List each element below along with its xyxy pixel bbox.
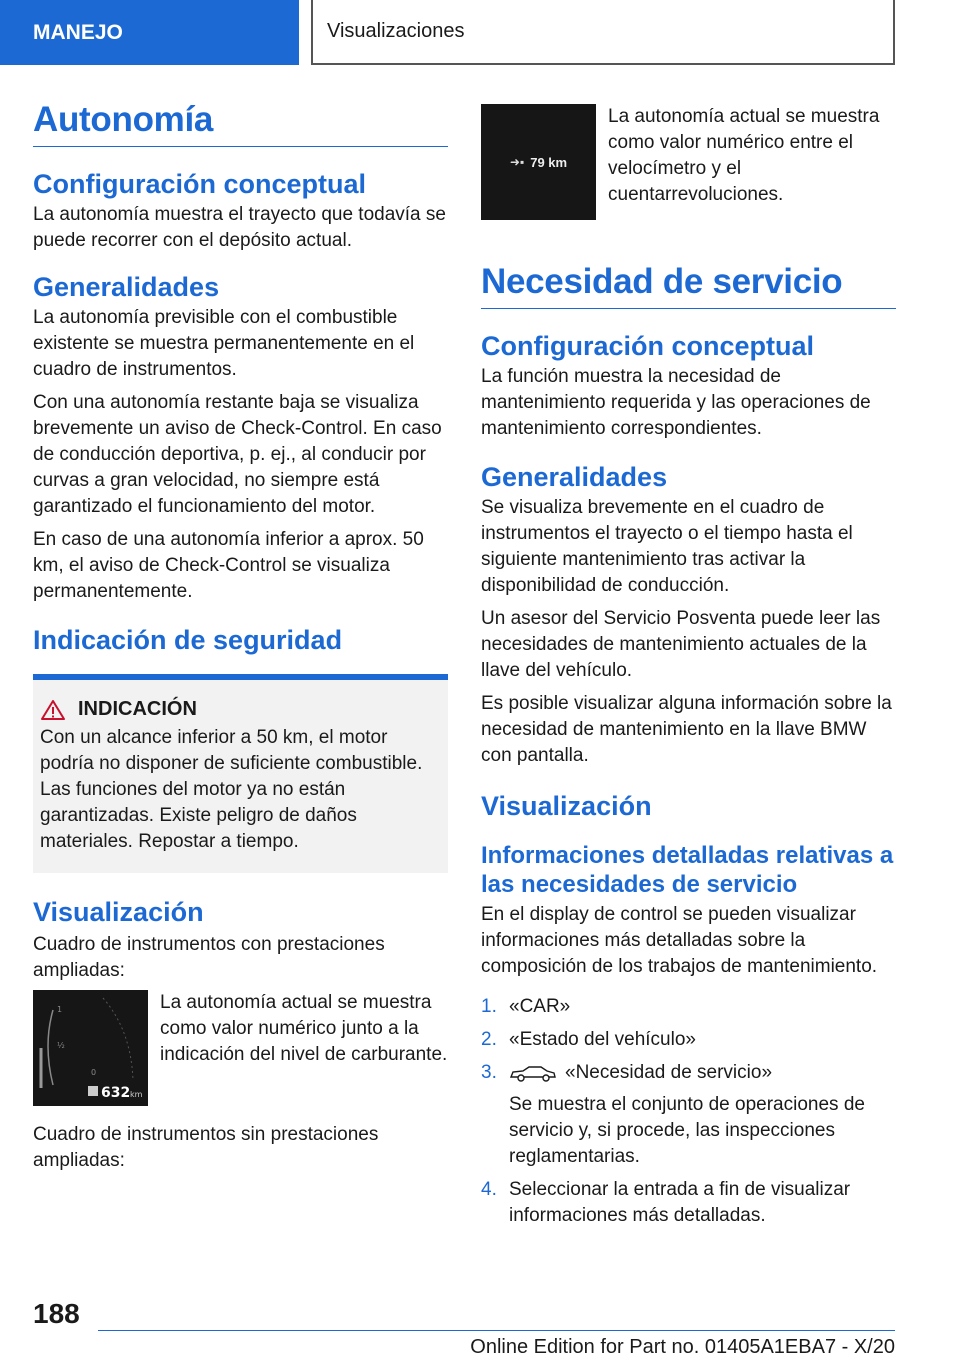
- heading-configuracion: Configuración conceptual: [33, 169, 367, 199]
- warning-text: Con un alcance inferior a 50 km, el motor podría no disponer de suficiente combustible. Las funciones del motor ya no están garantizadas. Existe peligro de daños materiales. Repostar a tiempo.: [40, 727, 423, 853]
- heading-configuracion-2: Configuración conceptual: [481, 331, 815, 361]
- service-general-paragraph-2: Un asesor del Servicio Posventa puede leer las necesidades de mantenimiento actuales de la llave del vehículo.: [481, 608, 881, 682]
- details-text: En el display de control se pueden visualizar informaciones más detalladas sobre la composición de los trabajos de mantenimiento.: [481, 903, 878, 977]
- concept-text: La autonomía muestra el trayecto que todavía se puede recorrer con el depósito actual.: [33, 204, 446, 252]
- cluster-range-image: [481, 104, 596, 220]
- page-title-servicio: Necesidad de servicio: [481, 262, 896, 309]
- fuel-pump-icon: ➜▪: [509, 155, 525, 169]
- service-general-paragraph-3: Es posible visualizar alguna información sobre la necesidad de mantenimiento en la llave BMW con pantalla.: [481, 693, 892, 767]
- warning-title: INDICACIÓN: [78, 698, 197, 721]
- range-unit: km: [130, 1090, 143, 1100]
- right-column: [481, 100, 896, 1229]
- display-figure-text: La autonomía actual se muestra como valor numérico junto a la indicación del nivel de carburante.: [160, 992, 448, 1066]
- range-value-2: 79 km: [530, 154, 568, 170]
- section-label: MANEJO: [33, 20, 123, 44]
- heading-generalidades: Generalidades: [33, 272, 220, 303]
- service-general-paragraph-1: Se visualiza brevemente en el cuadro de instrumentos el trayecto o el tiempo hasta el siguiente mantenimiento tras activar la disponibilidad de conducción.: [481, 497, 853, 597]
- svg-text:1: 1: [57, 1005, 63, 1015]
- svg-text:0: 0: [91, 1068, 97, 1078]
- service-concept-text: La función muestra la necesidad de mantenimiento requerida y las operaciones de mantenimiento correspondientes.: [481, 366, 871, 440]
- step-item: 1. «CAR»: [481, 995, 571, 1017]
- footer-divider: [98, 1330, 895, 1331]
- step-item: 3. «Necesidad de servicio» Se muestra el conjunto de operaciones de servicio y, si procede, las inspecciones reglamentarias.: [481, 1060, 896, 1170]
- step-item: 2. «Estado del vehículo»: [481, 1028, 696, 1050]
- display-intro: Cuadro de instrumentos con prestaciones ampliadas:: [33, 934, 385, 982]
- section-tab: [0, 0, 299, 65]
- warning-box: [33, 674, 448, 873]
- step-3-detail: Se muestra el conjunto de operaciones de servicio y, si procede, las inspecciones reglamentarias.: [509, 1093, 865, 1167]
- fuel-gauge-illustration: [33, 990, 148, 1106]
- range-value: 632: [101, 1085, 131, 1102]
- chapter-label: Visualizaciones: [327, 20, 465, 42]
- chapter-tab: [311, 0, 895, 65]
- warning-triangle-icon: [40, 699, 66, 721]
- heading-detalles: Informaciones detalladas relativas a las necesidades de servicio: [481, 842, 894, 898]
- warning-header: [40, 698, 440, 721]
- svg-text:½: ½: [57, 1041, 65, 1051]
- general-paragraph-3: En caso de una autonomía inferior a aprox. 50 km, el aviso de Check-Control se visualiza permanentemente.: [33, 529, 424, 603]
- steps-list: [481, 994, 896, 1229]
- left-column: [33, 100, 448, 1174]
- heading-generalidades-2: Generalidades: [481, 462, 668, 493]
- heading-visualizacion-2: Visualización: [481, 791, 652, 822]
- range-figure-row-2: [481, 104, 896, 220]
- page-title-autonomia: Autonomía: [33, 100, 448, 147]
- heading-visualizacion: Visualización: [33, 897, 204, 928]
- general-paragraph-1: La autonomía previsible con el combustible existente se muestra permanentemente en el cuadro de instrumentos.: [33, 307, 415, 381]
- general-paragraph-2: Con una autonomía restante baja se visualiza brevemente un aviso de Check-Control. En caso de conducción deportiva, p. ej., al conducir por curvas a gran velocidad, no siempre está garantizado el funcionamiento del motor.: [33, 392, 442, 518]
- right-figure-text: La autonomía actual se muestra como valor numérico entre el velocímetro y el cuentarrevoluciones.: [608, 106, 880, 205]
- car-icon: [509, 1064, 557, 1082]
- instrument-cluster-image: [33, 990, 148, 1106]
- step-item: 4. Seleccionar la entrada a fin de visualizar informaciones más detalladas.: [481, 1178, 851, 1226]
- heading-seguridad: Indicación de seguridad: [33, 625, 343, 656]
- edition-note: Online Edition for Part no. 01405A1EBA7 - X/20: [470, 1336, 895, 1358]
- display-outro: Cuadro de instrumentos sin prestaciones ampliadas:: [33, 1124, 379, 1172]
- page-number: 188: [33, 1298, 80, 1329]
- range-figure-row: [33, 990, 448, 1106]
